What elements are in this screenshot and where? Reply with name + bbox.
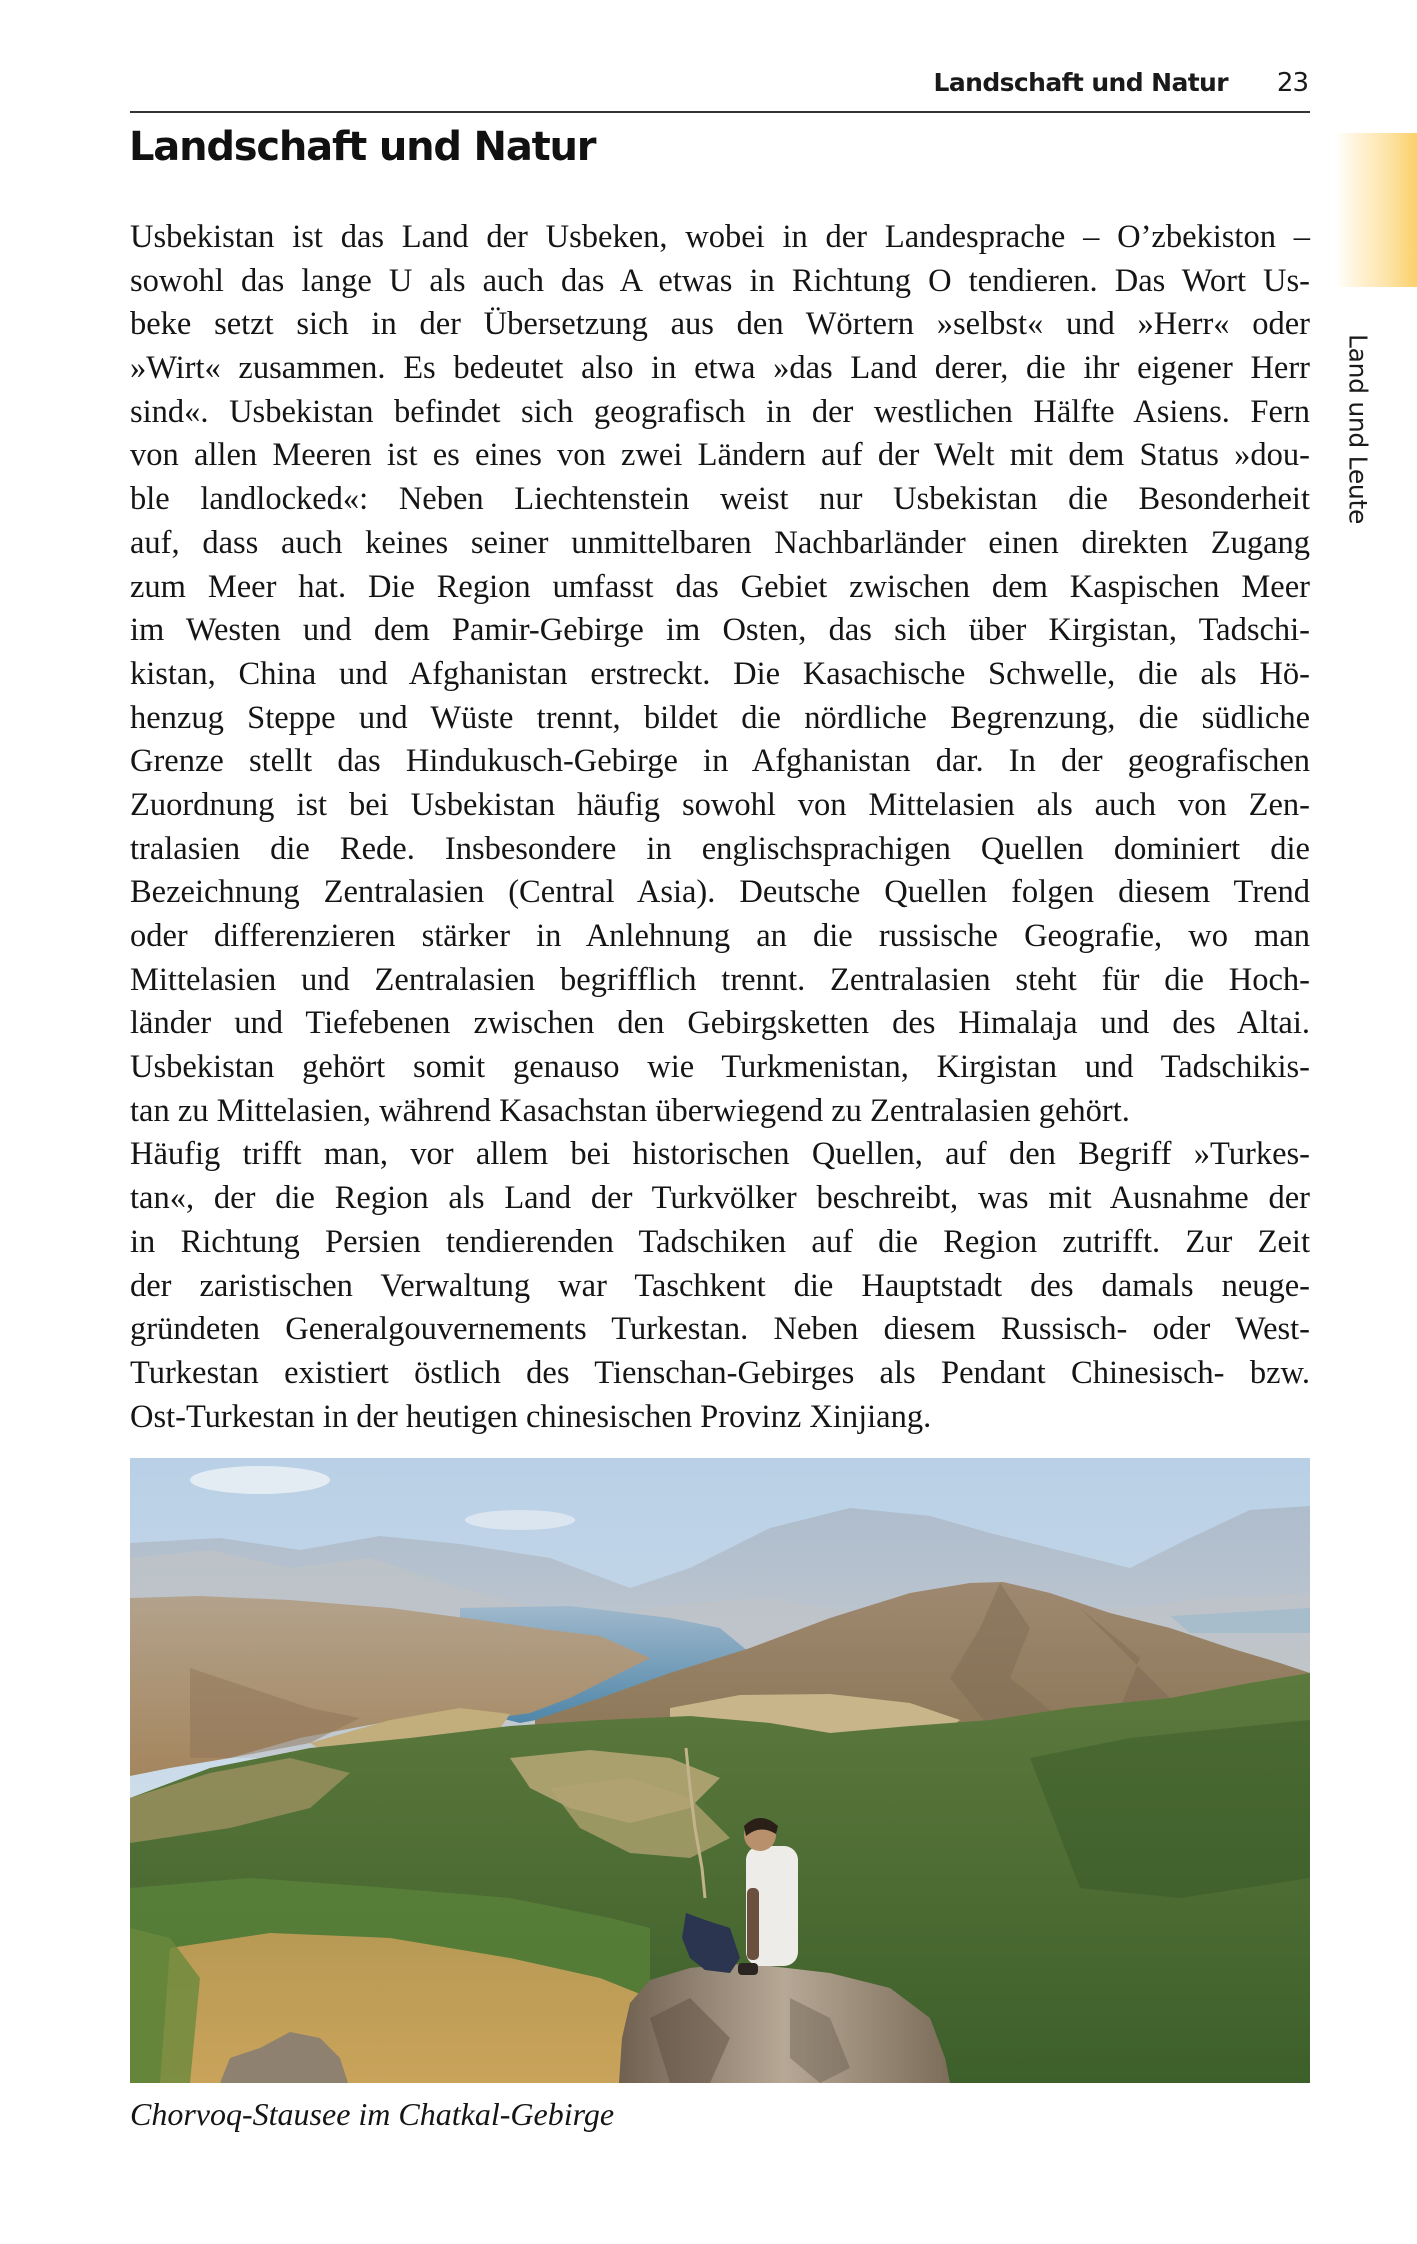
text-line: kistan, China und Afghanistan erstreckt. Die Kasachische Schwelle, die als Hö- [130, 655, 1310, 692]
photo-caption: Chorvoq-Stausee im Chatkal-Gebirge [130, 2096, 615, 2132]
landscape-photo-image [130, 1458, 1310, 2083]
chapter-side-label [1343, 318, 1373, 540]
body-text [130, 216, 1310, 1439]
header-rule [130, 111, 1310, 113]
page-number: 23 [1276, 68, 1308, 98]
text-line: Zuordnung ist bei Usbekistan häufig sowohl von Mittelasien als auch von Zen- [130, 786, 1310, 823]
chapter-side-label-text: Land und Leute [1343, 333, 1373, 525]
text-line: Mittelasien und Zentralasien begrifflich trennt. Zentralasien steht für die Hoch- [130, 961, 1310, 998]
text-line: der zaristischen Verwaltung war Taschkent die Hauptstadt des damals neuge- [130, 1267, 1310, 1304]
text-line: im Westen und dem Pamir-Gebirge im Osten, das sich über Kirgistan, Tadschi- [130, 612, 1310, 649]
text-line: oder differenzieren stärker in Anlehnung an die russische Geografie, wo man [130, 918, 1310, 954]
text-line: »Wirt« zusammen. Es bedeutet also in etwa »das Land derer, die ihr eigener Herr [130, 350, 1310, 387]
text-line: Usbekistan gehört somit genauso wie Turkmenistan, Kirgistan und Tadschikis- [130, 1049, 1310, 1086]
running-header [130, 68, 1310, 104]
text-line-paragraph-end: tan zu Mittelasien, während Kasachstan überwiegend zu Zentralasien gehört. [130, 1092, 1130, 1129]
text-line: Turkestan existiert östlich des Tienschan-Gebirges als Pendant Chinesisch- bzw. [130, 1354, 1310, 1391]
text-line: auf, dass auch keines seiner unmittelbaren Nachbarländer einen direkten Zugang [130, 524, 1310, 561]
text-line: sind«. Usbekistan befindet sich geografisch in der westlichen Hälfte Asiens. Fern [130, 393, 1310, 430]
text-line: länder und Tiefebenen zwischen den Gebirgsketten des Himalaja und des Altai. [130, 1005, 1310, 1042]
landscape-photo [130, 1458, 1310, 2083]
text-line: ble landlocked«: Neben Liechtenstein weist nur Usbekistan die Besonderheit [130, 481, 1310, 518]
text-line: tralasien die Rede. Insbesondere in englischsprachigen Quellen dominiert die [130, 830, 1310, 867]
text-line: in Richtung Persien tendierenden Tadschiken auf die Region zutrifft. Zur Zeit [130, 1223, 1310, 1260]
text-line: Bezeichnung Zentralasien (Central Asia). Deutsche Quellen folgen diesem Trend [130, 874, 1310, 911]
running-header-title: Landschaft und Natur [933, 68, 1228, 97]
text-line: Usbekistan ist das Land der Usbeken, wobei in der Landesprache – O’zbekiston – [130, 219, 1310, 255]
text-line-paragraph-end: Ost-Turkestan in der heutigen chinesischen Provinz Xinjiang. [130, 1398, 932, 1435]
text-line: sowohl das lange U als auch das A etwas in Richtung O tendieren. Das Wort Us- [130, 262, 1310, 299]
text-line: henzug Steppe und Wüste trennt, bildet die nördliche Begrenzung, die südliche [130, 699, 1310, 736]
text-line: gründeten Generalgouvernements Turkestan. Neben diesem Russisch- oder West- [130, 1311, 1310, 1348]
text-line: Grenze stellt das Hindukusch-Gebirge in Afghanistan dar. In der geografischen [130, 743, 1310, 780]
text-line: tan«, der die Region als Land der Turkvölker beschreibt, was mit Ausnahme der [130, 1180, 1310, 1217]
section-title: Landschaft und Natur [129, 124, 596, 170]
text-line: zum Meer hat. Die Region umfasst das Gebiet zwischen dem Kaspischen Meer [130, 568, 1310, 605]
text-line: beke setzt sich in der Übersetzung aus den Wörtern »selbst« und »Herr« oder [130, 306, 1310, 343]
chapter-thumb-tab [1336, 133, 1417, 287]
text-line: von allen Meeren ist es eines von zwei Ländern auf der Welt mit dem Status »dou- [130, 437, 1310, 474]
text-line: Häufig trifft man, vor allem bei historischen Quellen, auf den Begriff »Turkes- [130, 1136, 1310, 1173]
